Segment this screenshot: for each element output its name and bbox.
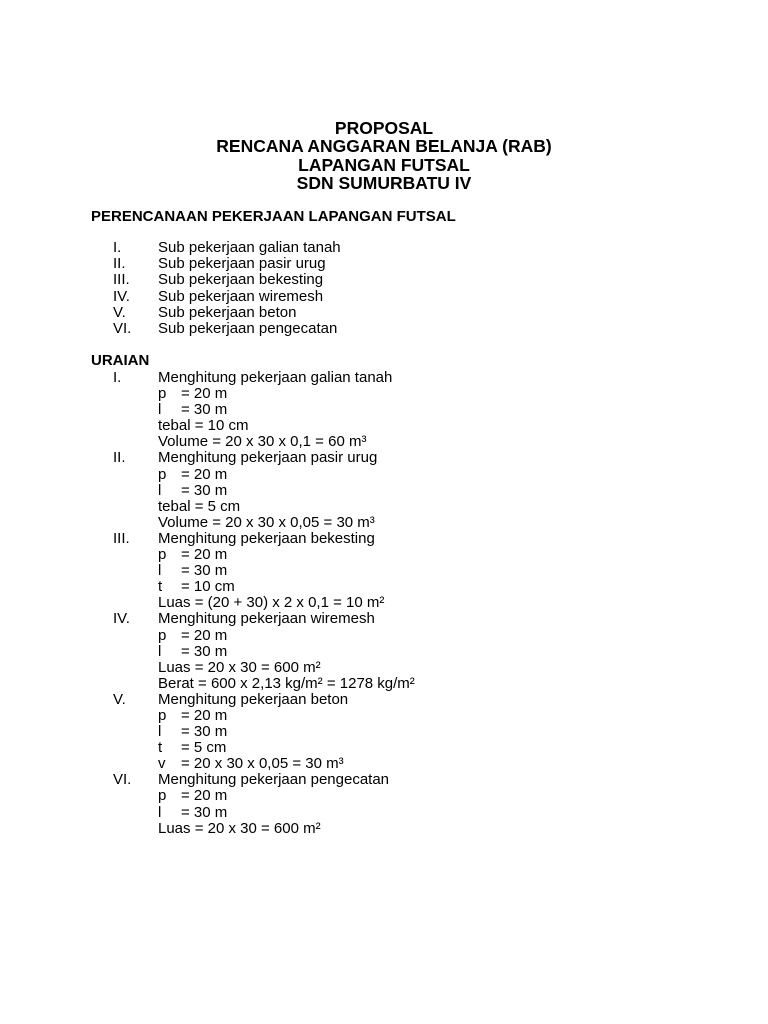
planning-list — [0, 240, 768, 337]
calc-label: p — [158, 706, 167, 724]
calc-value: = 30 m — [181, 723, 228, 741]
uraian-list — [0, 370, 768, 837]
calc-value: = 20 m — [181, 385, 228, 403]
calc-label: l — [158, 723, 162, 741]
calc-text: Luas = 20 x 30 = 600 m² — [158, 658, 321, 676]
item-text: Sub pekerjaan galian tanah — [158, 239, 341, 256]
calc-text: Volume = 20 x 30 x 0,1 = 60 m³ — [158, 433, 367, 451]
calc-value: = 20 x 30 x 0,05 = 30 m³ — [181, 755, 344, 773]
calc-line — [0, 434, 768, 450]
section-header — [0, 611, 768, 627]
calc-value: = 20 m — [181, 626, 228, 644]
calc-content — [158, 402, 227, 418]
section-header — [0, 692, 768, 708]
calc-value: = 20 m — [181, 546, 228, 564]
section-number: II. — [113, 449, 126, 467]
calc-content — [158, 547, 227, 563]
calc-label: t — [158, 739, 163, 757]
calc-line — [0, 418, 768, 434]
item-number: VI. — [113, 319, 132, 337]
calc-value: = 5 cm — [181, 739, 227, 757]
calc-line — [0, 499, 768, 515]
calc-label: l — [158, 481, 162, 499]
calc-content — [158, 483, 227, 499]
calc-value: = 30 m — [181, 481, 228, 499]
calc-content — [158, 788, 227, 804]
calc-value: = 20 m — [181, 706, 228, 724]
calc-line — [0, 402, 768, 418]
calc-line — [0, 595, 768, 611]
item-number: IV. — [113, 287, 130, 305]
section-title: Menghitung pekerjaan galian tanah — [158, 369, 393, 386]
calc-label: l — [158, 562, 162, 580]
planning-item — [0, 321, 768, 337]
calc-line — [0, 563, 768, 579]
calc-value: = 10 cm — [181, 578, 235, 596]
calc-label: p — [158, 626, 167, 644]
calc-label: t — [158, 578, 163, 596]
item-number: V. — [113, 303, 126, 321]
calc-line — [0, 386, 768, 402]
item-text: Sub pekerjaan pasir urug — [158, 255, 326, 273]
uraian-heading: URAIAN — [91, 352, 150, 369]
calc-content — [158, 724, 227, 740]
item-text: Sub pekerjaan beton — [158, 303, 297, 321]
calc-value: = 30 m — [181, 803, 228, 821]
calc-text: Luas = (20 + 30) x 2 x 0,1 = 10 m² — [158, 594, 385, 612]
section-number: VI. — [113, 771, 132, 789]
item-text: Sub pekerjaan bekesting — [158, 271, 324, 289]
calc-line — [0, 821, 768, 837]
calc-value: = 30 m — [181, 642, 228, 660]
calc-line — [0, 788, 768, 804]
calc-text: Berat = 600 x 2,13 kg/m² = 1278 kg/m² — [158, 674, 415, 692]
section-header — [0, 772, 768, 788]
planning-item — [0, 256, 768, 272]
calc-line — [0, 724, 768, 740]
calc-line — [0, 708, 768, 724]
planning-item — [0, 305, 768, 321]
calc-line — [0, 628, 768, 644]
calc-content — [158, 579, 235, 595]
item-number: I. — [113, 239, 122, 256]
calc-label: p — [158, 546, 167, 564]
item-number: III. — [113, 271, 130, 289]
calc-content — [158, 563, 227, 579]
calc-line — [0, 740, 768, 756]
calc-label: p — [158, 385, 167, 403]
title-line: LAPANGAN FUTSAL — [298, 154, 470, 175]
calc-line — [0, 805, 768, 821]
calc-label: p — [158, 465, 167, 483]
title-line: SDN SUMURBATU IV — [296, 172, 472, 193]
section-number: I. — [113, 369, 122, 386]
section-number: IV. — [113, 610, 130, 628]
calc-value: = 30 m — [181, 562, 228, 580]
calc-text: tebal = 5 cm — [158, 497, 241, 515]
document-title — [0, 119, 768, 192]
calc-line — [0, 756, 768, 772]
calc-line — [0, 579, 768, 595]
section-title: Menghitung pekerjaan beton — [158, 690, 349, 708]
calc-text: Volume = 20 x 30 x 0,05 = 30 m³ — [158, 513, 375, 531]
calc-label: l — [158, 642, 162, 660]
calc-content — [158, 805, 227, 821]
title-line: RENCANA ANGGARAN BELANJA (RAB) — [216, 136, 552, 157]
calc-content — [158, 386, 227, 402]
calc-line — [0, 660, 768, 676]
calc-text: Luas = 20 x 30 = 600 m² — [158, 819, 321, 837]
section-header — [0, 370, 768, 386]
item-text: Sub pekerjaan pengecatan — [158, 319, 338, 337]
section-title: Menghitung pekerjaan pengecatan — [158, 771, 390, 789]
calc-label: v — [158, 755, 166, 773]
calc-line — [0, 515, 768, 531]
calc-line — [0, 644, 768, 660]
calc-content — [158, 467, 227, 483]
section-title: Menghitung pekerjaan pasir urug — [158, 449, 378, 467]
calc-content — [158, 628, 227, 644]
calc-line — [0, 483, 768, 499]
planning-item — [0, 289, 768, 305]
calc-line — [0, 676, 768, 692]
calc-text: tebal = 10 cm — [158, 417, 249, 435]
section-number: V. — [113, 690, 126, 708]
calc-content — [158, 644, 227, 660]
calc-value: = 30 m — [181, 401, 228, 419]
section-number: III. — [113, 529, 130, 547]
calc-line — [0, 467, 768, 483]
item-text: Sub pekerjaan wiremesh — [158, 287, 324, 305]
calc-label: p — [158, 787, 167, 805]
calc-value: = 20 m — [181, 465, 228, 483]
section-title: Menghitung pekerjaan bekesting — [158, 529, 375, 547]
item-number: II. — [113, 255, 126, 273]
calc-line — [0, 547, 768, 563]
calc-content — [158, 756, 344, 772]
planning-item — [0, 240, 768, 256]
section-header — [0, 450, 768, 466]
title-line: PROPOSAL — [334, 118, 434, 138]
calc-label: l — [158, 401, 162, 419]
calc-content — [158, 708, 227, 724]
calc-value: = 20 m — [181, 787, 228, 805]
calc-label: l — [158, 803, 162, 821]
planning-item — [0, 272, 768, 288]
section-title: Menghitung pekerjaan wiremesh — [158, 610, 375, 628]
planning-heading: PERENCANAAN PEKERJAAN LAPANGAN FUTSAL — [91, 208, 456, 225]
calc-content — [158, 740, 226, 756]
section-header — [0, 531, 768, 547]
